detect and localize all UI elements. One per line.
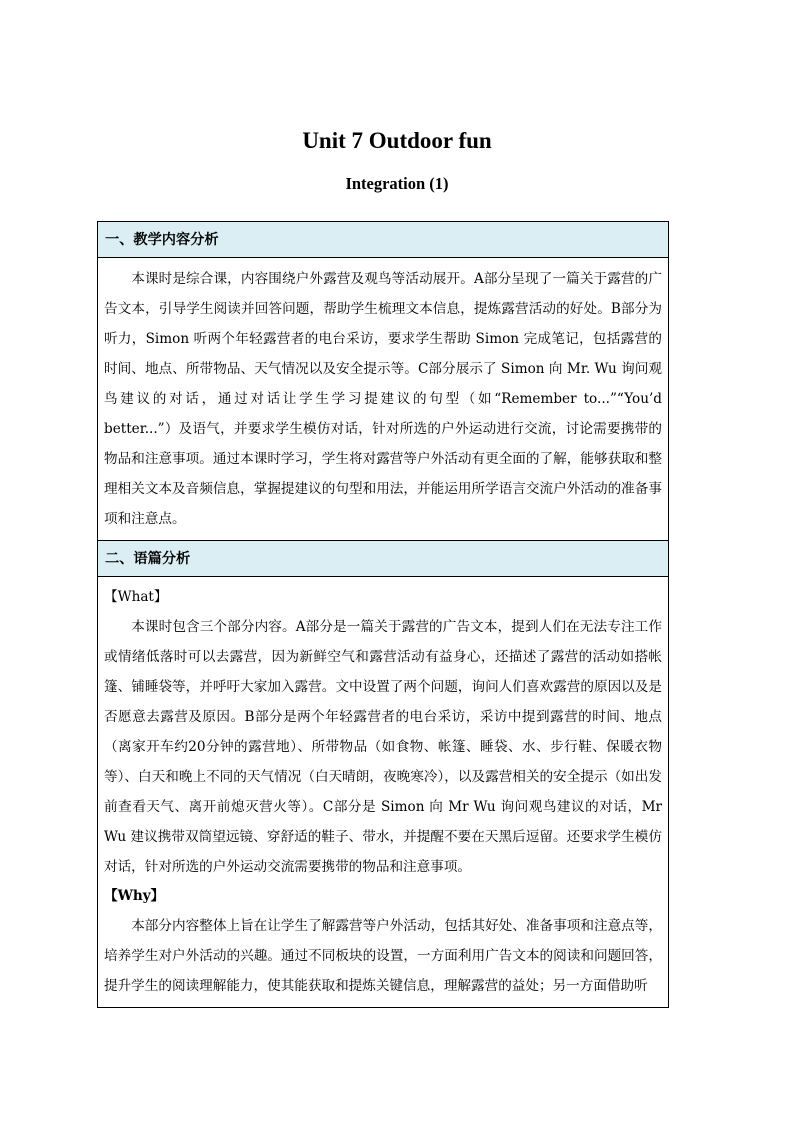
section-body-content-analysis	[98, 258, 669, 541]
why-paragraph: 本部分内容整体上旨在让学生了解露营等户外活动，包括其好处、准备事项和注意点等，培养学生对户外活动的兴趣。通过不同板块的设置，一方面利用广告文本的阅读和问题回答，提升学生的阅读理解能力，使其能获取和提炼关键信息，理解露营的益处；另一方面借助听	[104, 918, 662, 994]
why-label: 【Why】	[104, 888, 165, 904]
lesson-plan-table	[97, 221, 669, 1008]
section-body-discourse-analysis	[98, 577, 669, 1008]
what-paragraph: 本课时包含三个部分内容。A部分是一篇关于露营的广告文本，提到人们在无法专注工作或情绪低落时可以去露营，因为新鲜空气和露营活动有益身心，还描述了露营的活动如搭帐篷、铺睡袋等，并呼吁大家加入露营。文中设置了两个问题，询问人们喜欢露营的原因以及是否愿意去露营及原因。B部分是两个年轻露营者的电台采访，采访中提到露营的时间、地点（离家开车约20分钟的露营地）、所带物品（如食物、帐篷、睡袋、水、步行鞋、保暖衣物等）、白天和晚上不同的天气情况（白天晴朗，夜晚寒冷），以及露营相关的安全提示（如出发前查看天气、离开前熄灭营火等）。C部分是 Simon 向 Mr Wu 询问观鸟建议的对话，Mr Wu 建议携带双筒望远镜、穿舒适的鞋子、带水，并提醒不要在天黑后逗留。还要求学生模仿对话，针对所选的户外运动交流需要携带的物品和注意事项。	[104, 619, 662, 875]
content-analysis-paragraph: 本课时是综合课，内容围绕户外露营及观鸟等活动展开。A部分呈现了一篇关于露营的广告文本，引导学生阅读并回答问题，帮助学生梳理文本信息，提炼露营活动的好处。B部分为听力，Simon 听两个年轻露营者的电台采访，要求学生帮助 Simon 完成笔记，包括露营的时间、地点、所带物品、天气情况以及安全提示等。C部分展示了 Simon 向 Mr. Wu 询问观鸟建议的对话，通过对话让学生学习提建议的句型（如“Remember to...”“You’d better...”）及语气，并要求学生模仿对话，针对所选的户外运动进行交流，讨论需要携带的物品和注意事项。通过本课时学习，学生将对露营等户外活动有更全面的了解，能够获取和整理相关文本及音频信息，掌握提建议的句型和用法，并能运用所学语言交流户外活动的准备事项和注意点。	[104, 271, 662, 527]
section-heading-discourse-analysis: 二、语篇分析	[98, 541, 669, 577]
what-label: 【What】	[104, 589, 168, 605]
section-heading-content-analysis: 一、教学内容分析	[98, 222, 669, 258]
document-title: Unit 7 Outdoor fun	[302, 128, 492, 153]
document-subtitle: Integration (1)	[345, 174, 449, 193]
